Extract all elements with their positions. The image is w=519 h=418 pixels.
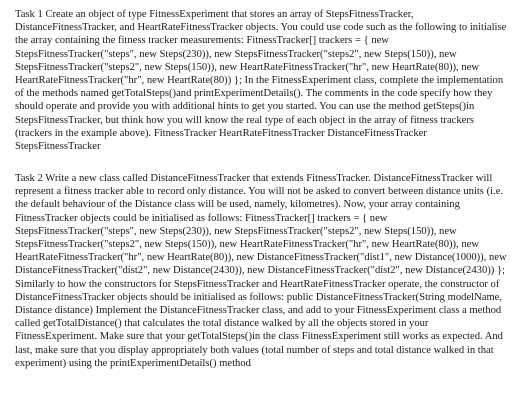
task-2-paragraph: Task 2 Write a new class called DistanceFitnessTracker that extends FitnessTracker. DistanceFitnessTracker will represent a fitness tracker able to record only distance. You will not be asked to convert between distance units (i.e. the default behaviour of the Distance class will be used, namely, kilometres). Now, your array containing FitnessTracker objects could be initialised as follows: FitnessTracker[] trackers = { new StepsFitnessTracker("steps", new Steps(230)), new StepsFitnessTracker("steps2", new Steps(150)), new StepsFitnessTracker("steps2", new Steps(150)), new HeartRateFitnessTracker("hr", new HeartRate(80)), new HeartRateFitnessTracker("hr", new HeartRate(80)), new DistanceFitnessTracker("dist1", new Distance(1000)), new DistanceFitnessTracker("dist2", new Distance(2430)), new DistanceFitnessTracker("dist2", new Distance(2430)) }; Similarly to how the constructors for StepsFitnessTracker and HeartRateFitnessTracker operate, the constructor of DistanceFitnessTracker objects should be initialised as follows: public DistanceFitnessTracker(String modelName, Distance distance) Implement the DistanceFitnessTracker class, and add to your FitnessExperiment class a method called getTotalDistance() that calculates the total distance walked by all the objects stored in your FitnessExperiment. Make sure that your getTotalSteps()in the class FitnessExperiment still works as expected. And last, make sure that you display appropriately both values (total number of steps and total distance walked in that experiment) using the printExperimentDetails() method [15,173,507,369]
task-1-paragraph: Task 1 Create an object of type FitnessExperiment that stores an array of StepsFitnessTracker, DistanceFitnessTracker, and HeartRateFitnessTracker objects. You could use code such as the following to initialise the array containing the fitness tracker measurements: FitnessTracker[] trackers = { new StepsFitnessTracker("steps", new Steps(230)), new StepsFitnessTracker("steps2", new Steps(150)), new StepsFitnessTracker("steps2", new Steps(150)), new HeartRateFitnessTracker("hr", new HeartRate(80)), new HeartRateFitnessTracker("hr", new HeartRate(80)) }; In the FitnessExperiment class, complete the implementation of the methods named getTotalSteps()and printExperimentDetails(). The comments in the code specify how they should operate and provide you with additional hints to get you started. You can use the method getSteps()in StepsFitnessTracker, but think how you will know the real type of each object in the array of fitness trackers (trackers in the example above). FitnessTracker HeartRateFitnessTracker DistanceFitnessTracker StepsFitnessTracker [15,9,507,153]
